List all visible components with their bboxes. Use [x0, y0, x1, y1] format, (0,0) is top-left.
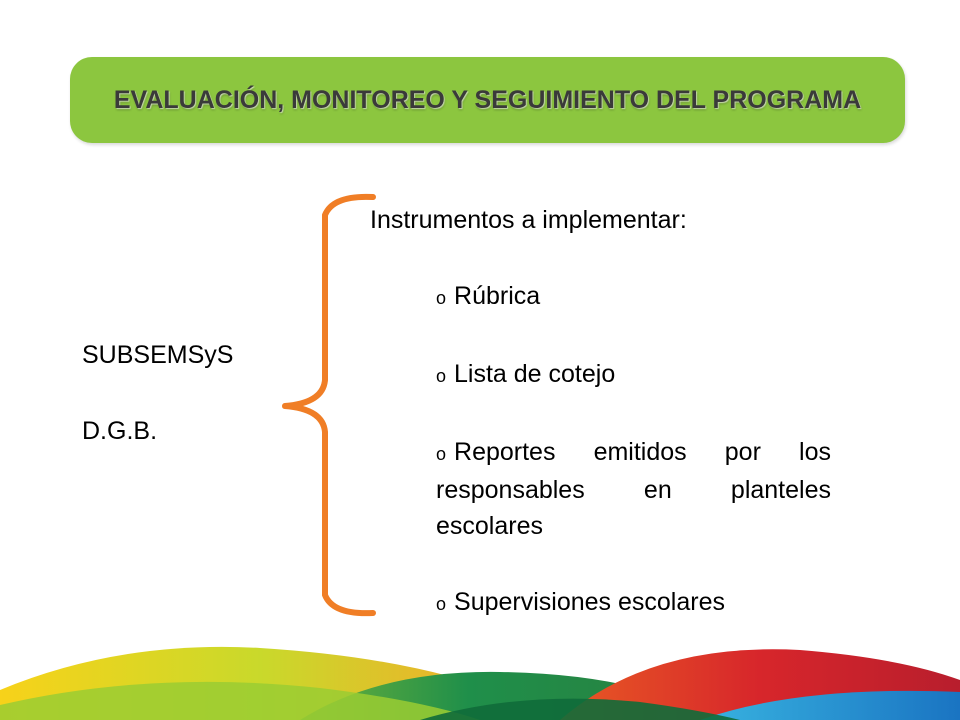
list-item-label: Rúbrica [454, 282, 541, 310]
list-item-label: Lista de cotejo [454, 360, 616, 388]
circle-bullet-icon: o [436, 366, 447, 386]
list-item-label: Supervisiones escolares [454, 588, 725, 616]
instruments-list [436, 278, 836, 622]
list-item [436, 278, 836, 316]
circle-bullet-icon: o [436, 288, 447, 308]
responsible-entities [82, 336, 233, 450]
list-item [436, 356, 836, 394]
title-banner [70, 57, 905, 143]
page-title: EVALUACIÓN, MONITOREO Y SEGUIMIENTO DEL PROGRAMA [113, 85, 862, 114]
circle-bullet-icon: o [436, 594, 447, 614]
decorative-wave-footer [0, 630, 960, 720]
list-item-label: Reportes emitidos por los responsables en planteles escolares [436, 438, 831, 540]
instruments-heading: Instrumentos a implementar: [370, 206, 687, 234]
entity-label-dgb: D.G.B. [82, 417, 158, 445]
entity-label-subsemsys: SUBSEMSyS [82, 341, 234, 369]
curly-brace-shape [275, 185, 385, 625]
circle-bullet-icon: o [436, 444, 447, 464]
list-item [436, 584, 836, 622]
list-item [436, 434, 831, 544]
